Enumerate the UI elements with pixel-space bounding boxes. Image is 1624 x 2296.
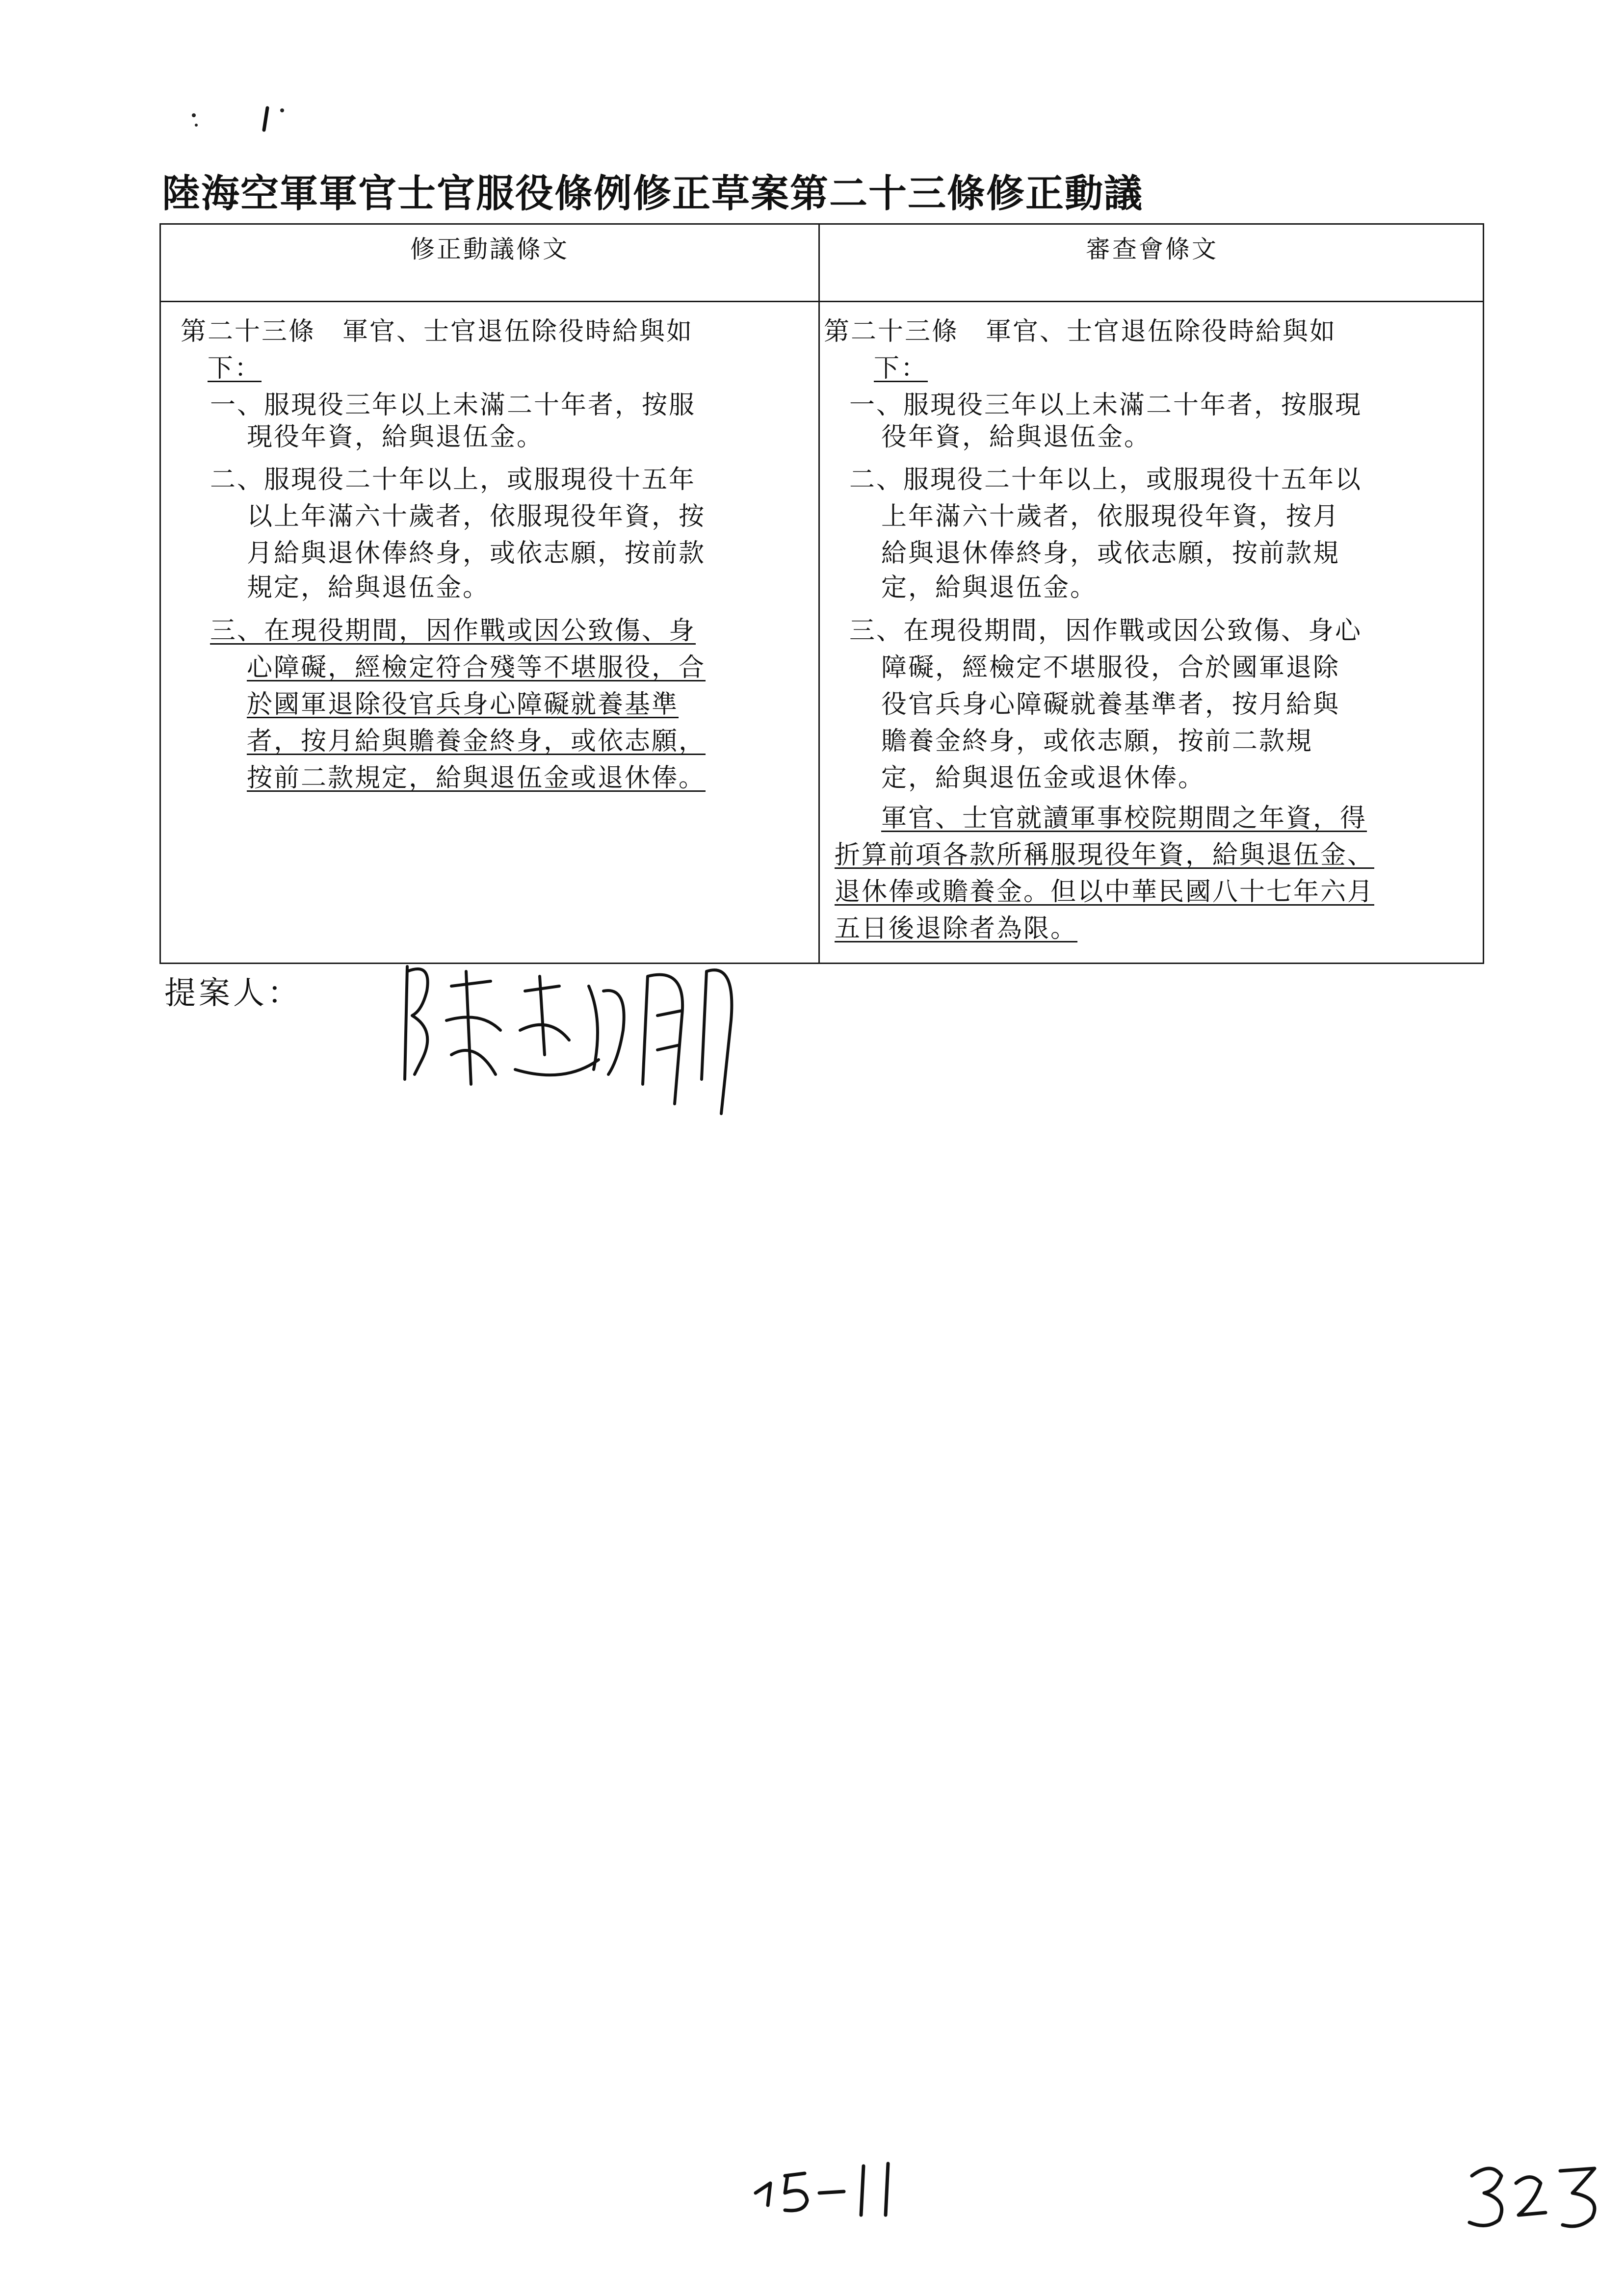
text-line: 定，給與退伍金或退休俸。 — [881, 763, 1205, 793]
text-line: 二、服現役二十年以上，或服現役十五年以 — [849, 465, 1362, 495]
right-column-header: 審查會條文 — [1086, 235, 1218, 263]
text-line: 第二十三條 軍官、士官退伍除役時給與如 — [181, 317, 694, 346]
text-line: 月給與退休俸終身，或依志願，按前款 — [247, 539, 706, 568]
left-column-header: 修正動議條文 — [410, 235, 569, 263]
text-line: 給與退休俸終身，或依志願，按前款規 — [881, 539, 1340, 568]
text-line: 三、在現役期間，因作戰或因公致傷、身心 — [849, 616, 1362, 646]
text-line: 障礙，經檢定不堪服役，合於國軍退除 — [881, 653, 1340, 682]
text-line: 按前二款規定，給與退伍金或退休俸。 — [247, 763, 706, 793]
handwritten-signature — [393, 957, 785, 1119]
text-line: 折算前項各款所稱服現役年資，給與退伍金、 — [835, 840, 1375, 870]
text-line: 下： — [208, 354, 262, 383]
text-line: 贍養金終身，或依志願，按前二款規 — [881, 727, 1313, 756]
document-title: 陸海空軍軍官士官服役條例修正草案第二十三條修正動議 — [162, 171, 1144, 216]
amendment-motion-text — [161, 301, 818, 964]
text-line: 規定，給與退伍金。 — [247, 573, 490, 602]
committee-review-text — [820, 301, 1484, 964]
comparison-table — [159, 223, 1484, 964]
text-line: 二、服現役二十年以上，或服現役十五年 — [210, 465, 696, 495]
page-mark-handwritten — [751, 2156, 922, 2220]
text-line: 三、在現役期間，因作戰或因公致傷、身 — [210, 616, 696, 646]
text-line: 五日後退除者為限。 — [835, 914, 1078, 943]
text-line: 役年資，給與退伍金。 — [881, 422, 1152, 452]
proposer-label: 提案人： — [164, 975, 302, 1012]
text-line: 定，給與退伍金。 — [881, 573, 1098, 602]
text-line: 役官兵身心障礙就養基準者，按月給與 — [881, 690, 1340, 719]
text-line: 一、服現役三年以上未滿二十年者，按服現 — [849, 391, 1362, 420]
scan-specks — [167, 98, 314, 137]
text-line: 退休俸或贍養金。但以中華民國八十七年六月 — [835, 877, 1375, 907]
page-number-handwritten — [1462, 2156, 1609, 2235]
text-line: 下： — [874, 354, 928, 383]
text-line: 現役年資，給與退伍金。 — [247, 422, 544, 452]
text-line: 於國軍退除役官兵身心障礙就養基準 — [247, 690, 679, 719]
text-line: 一、服現役三年以上未滿二十年者，按服 — [210, 391, 696, 420]
text-line: 軍官、士官就讀軍事校院期間之年資，得 — [881, 804, 1367, 833]
text-line: 者，按月給與贍養金終身，或依志願， — [247, 727, 706, 756]
text-line: 第二十三條 軍官、士官退伍除役時給與如 — [824, 317, 1337, 346]
text-line: 以上年滿六十歲者，依服現役年資，按 — [247, 502, 706, 531]
text-line: 心障礙，經檢定符合殘等不堪服役，合 — [247, 653, 706, 682]
text-line: 上年滿六十歲者，依服現役年資，按月 — [881, 502, 1340, 531]
